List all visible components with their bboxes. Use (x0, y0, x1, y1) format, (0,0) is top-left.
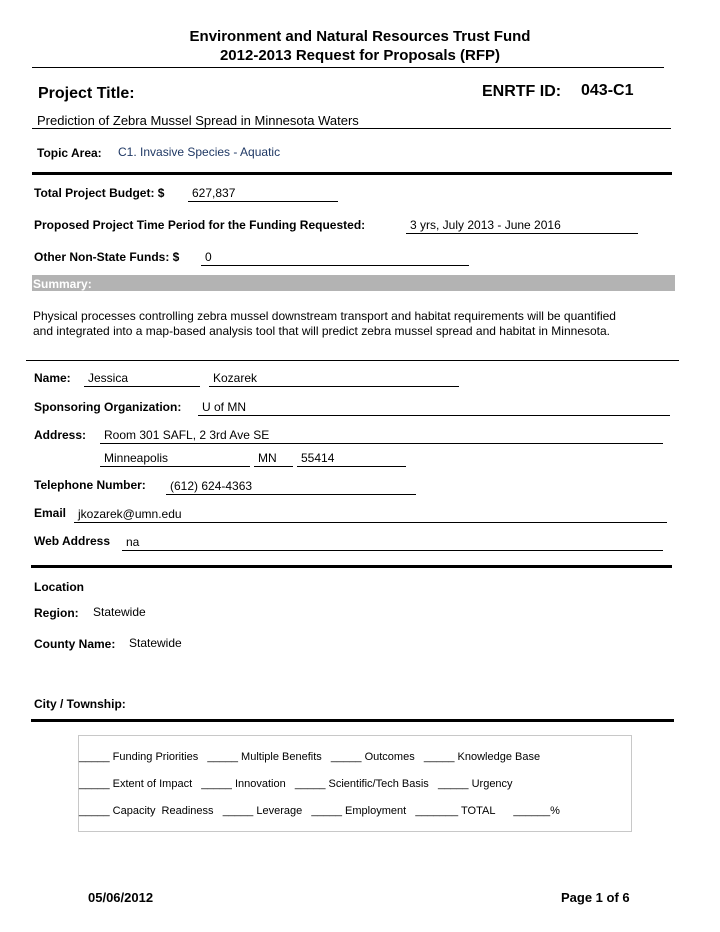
city-township-label: City / Township: (34, 697, 126, 711)
last-name-value: Kozarek (209, 371, 459, 387)
name-label: Name: (34, 371, 71, 385)
enrtf-id-value: 043-C1 (581, 82, 634, 99)
web-address-label: Web Address (34, 534, 111, 548)
time-period-value: 3 yrs, July 2013 - June 2016 (406, 218, 638, 234)
address-line1-value: Room 301 SAFL, 2 3rd Ave SE (100, 428, 663, 444)
enrtf-id-label: ENRTF ID: (482, 83, 562, 100)
document-title: Environment and Natural Resources Trust Fund (189, 28, 531, 45)
email-label: Email (34, 506, 67, 520)
total-budget-label: Total Project Budget: $ (34, 186, 165, 200)
other-funds-value: 0 (201, 250, 469, 266)
scoring-row-2: _____ Extent of Impact _____ Innovation _____ Scientific/Tech Basis _____ Urgency (79, 778, 513, 790)
scoring-row-3: _____ Capacity Readiness _____ Leverage _____ Employment _______ TOTAL ______% (79, 805, 560, 817)
city-value: Minneapolis (100, 451, 250, 467)
region-label: Region: (34, 606, 79, 620)
scoring-box (78, 735, 632, 832)
project-title-value: Prediction of Zebra Mussel Spread in Minnesota Waters (37, 113, 359, 128)
zip-value: 55414 (297, 451, 406, 467)
telephone-value: (612) 624-4363 (166, 479, 416, 495)
county-name-label: County Name: (34, 637, 116, 651)
state-value: MN (254, 451, 293, 467)
summary-divider (26, 360, 679, 361)
time-period-label: Proposed Project Time Period for the Funding Requested: (34, 218, 366, 232)
summary-text-line1: Physical processes controlling zebra mussel downstream transport and habitat requirements will be quantified (33, 309, 616, 323)
location-divider (31, 719, 674, 722)
address-label: Address: (34, 428, 87, 442)
location-heading: Location (34, 580, 84, 594)
email-value: jkozarek@umn.edu (74, 507, 667, 523)
region-value: Statewide (93, 605, 146, 619)
summary-label: Summary: (33, 277, 92, 291)
footer-date: 05/06/2012 (88, 890, 154, 905)
project-title-divider (32, 128, 671, 129)
header-divider (32, 67, 664, 68)
scoring-row-1: _____ Funding Priorities _____ Multiple Benefits _____ Outcomes _____ Knowledge Base (79, 751, 541, 763)
total-budget-value: 627,837 (188, 186, 338, 202)
county-name-value: Statewide (129, 636, 182, 650)
summary-header-bar (32, 275, 675, 291)
topic-area-value: C1. Invasive Species - Aquatic (118, 145, 281, 159)
sponsoring-org-label: Sponsoring Organization: (34, 400, 182, 414)
footer-page-number: Page 1 of 6 (561, 890, 630, 905)
topic-divider (32, 172, 672, 175)
topic-area-label: Topic Area: (37, 146, 102, 160)
sponsoring-org-value: U of MN (198, 400, 670, 416)
first-name-value: Jessica (84, 371, 200, 387)
document-subtitle: 2012-2013 Request for Proposals (RFP) (219, 47, 501, 64)
telephone-label: Telephone Number: (34, 478, 146, 492)
summary-text-line2: and integrated into a map-based analysis tool that will predict zebra mussel spread and habitat in Minnesota. (33, 324, 611, 338)
web-address-value: na (122, 535, 663, 551)
other-funds-label: Other Non-State Funds: $ (34, 250, 180, 264)
contact-divider (31, 565, 672, 568)
project-title-label: Project Title: (38, 85, 135, 102)
